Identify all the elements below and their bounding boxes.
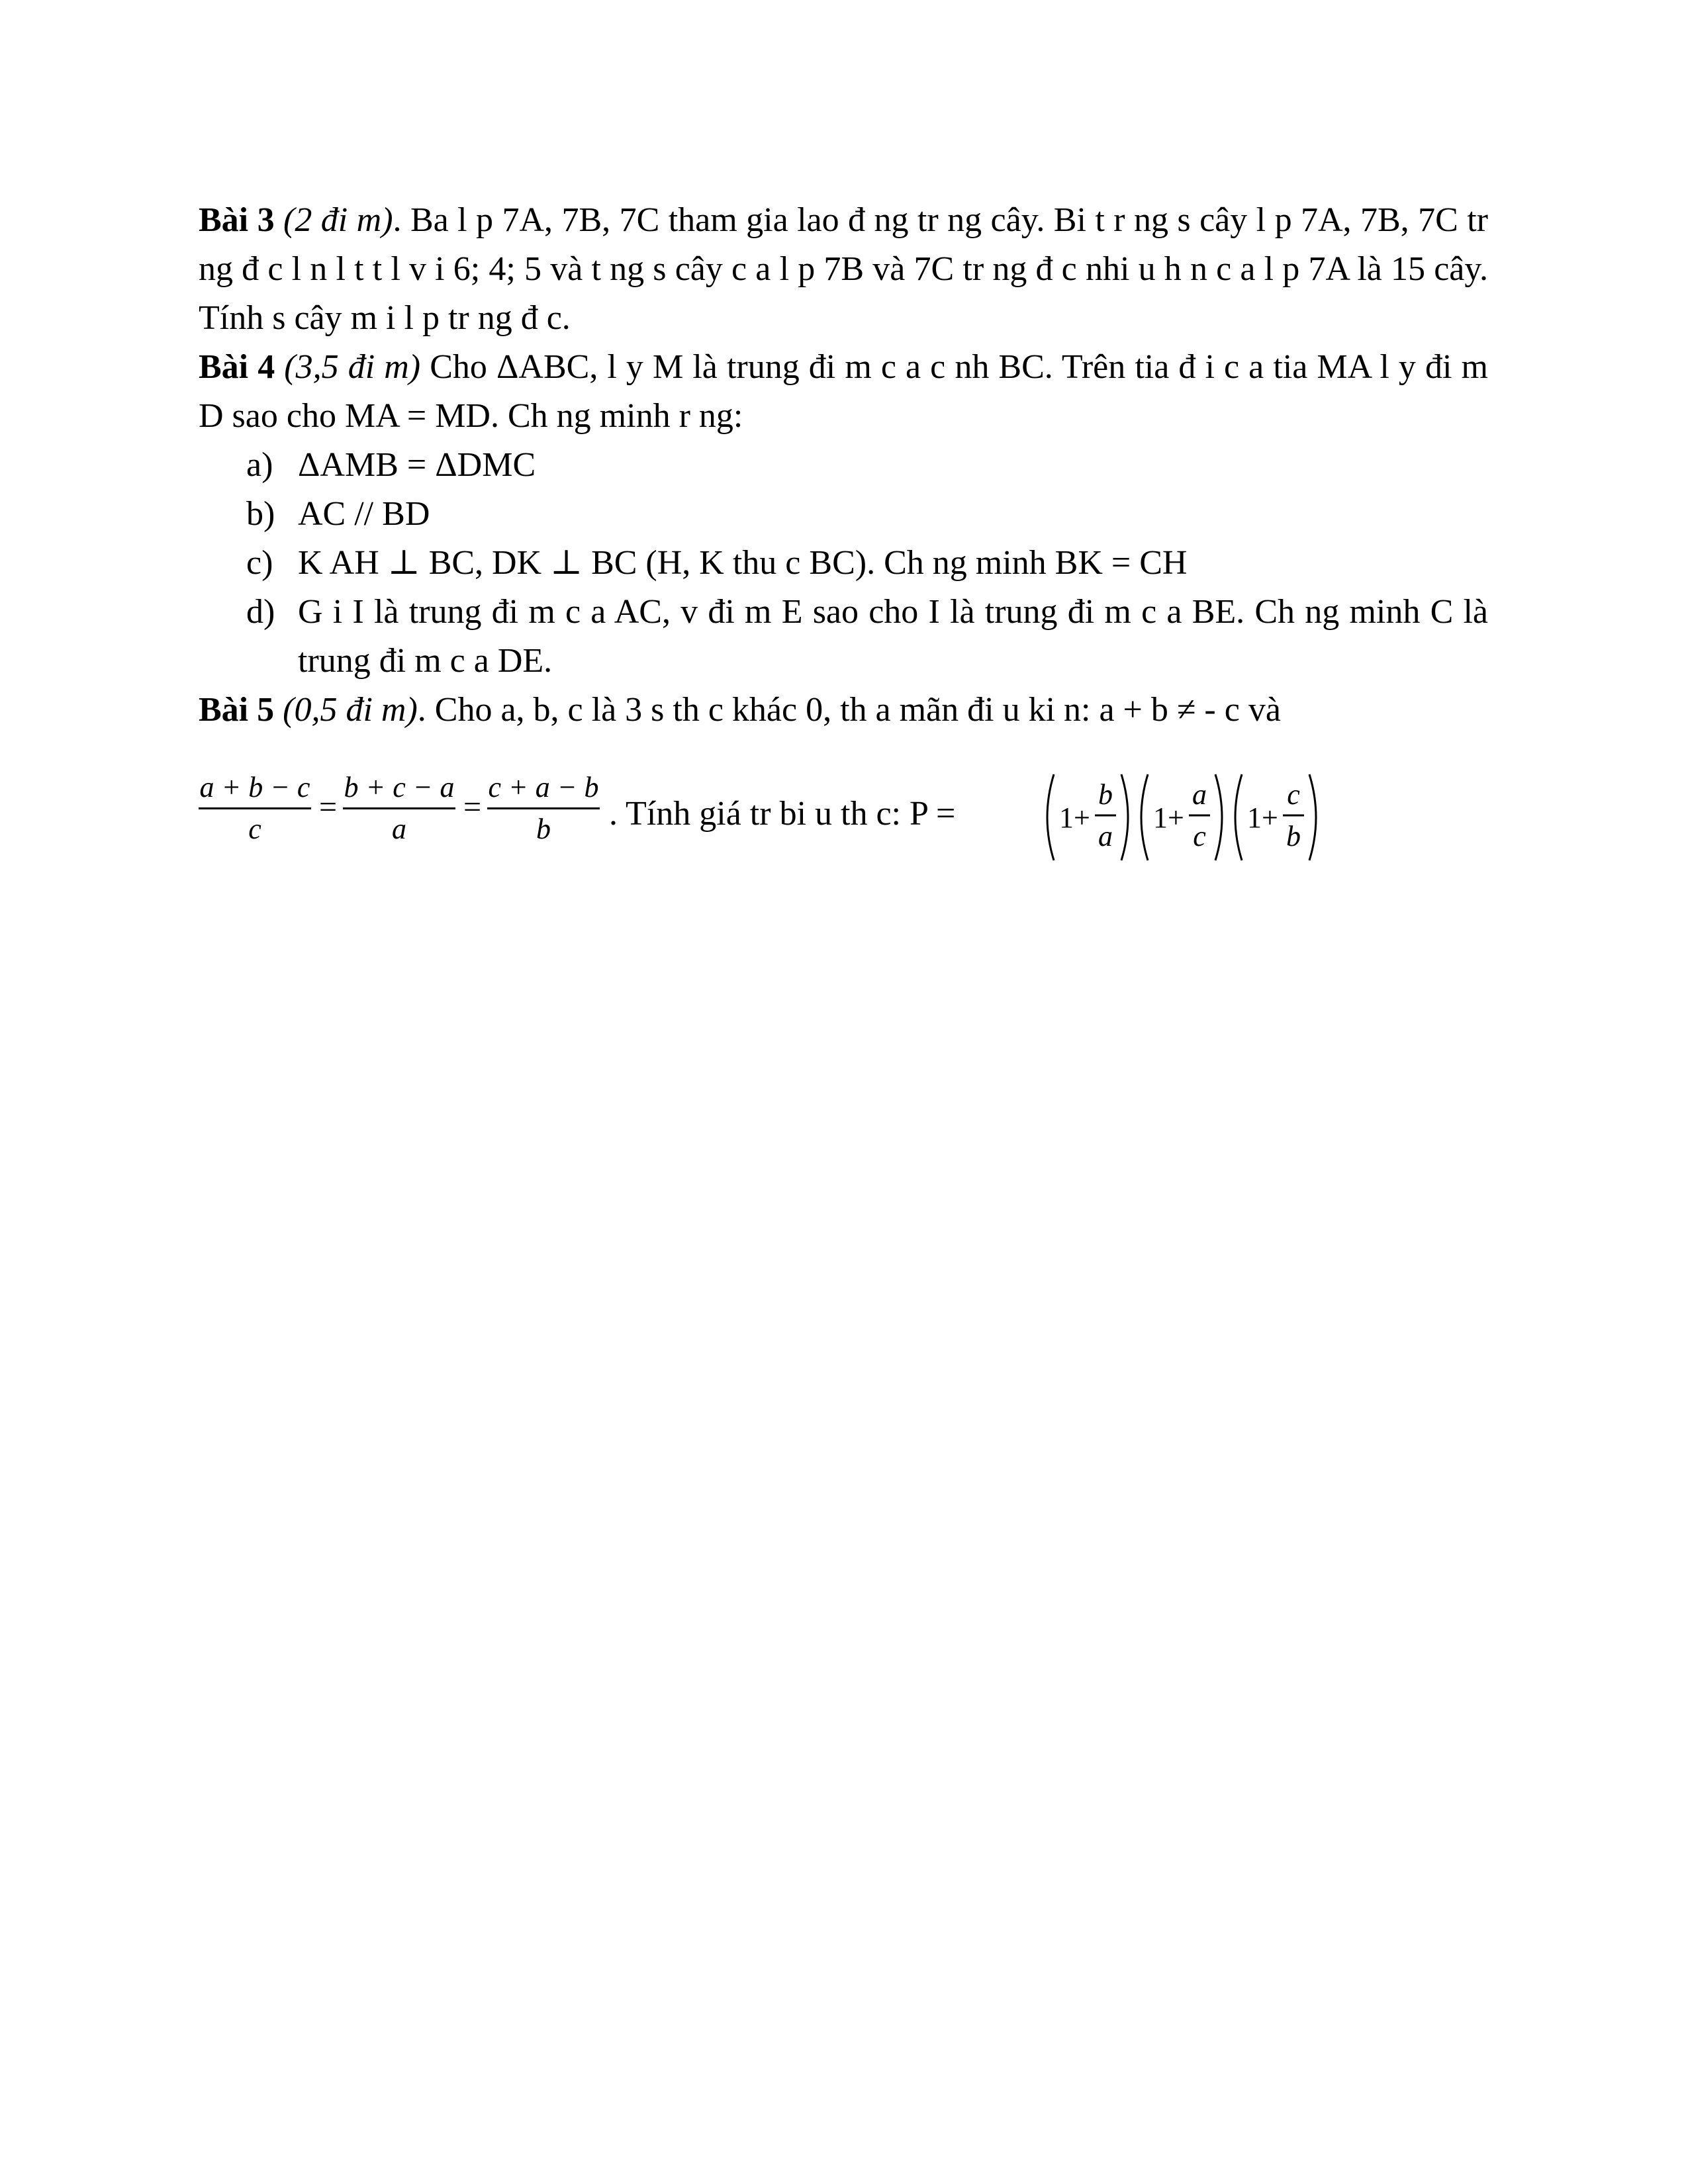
factor-3 (1235, 774, 1316, 860)
part-b (199, 490, 1488, 539)
exercise-4-label: Bài 4 (199, 348, 275, 386)
exercise-4-text: Cho ΔABC, l y M là trung đi m c a c nh BC. Trên tia đ i c a tia MA l y đi m D sao cho MA = MD. Ch ng minh r ng: (199, 348, 1488, 435)
part-text: AC // BD (298, 495, 430, 533)
fraction-denominator: b (536, 813, 551, 845)
exercise-4-score: (3,5 đi m) (275, 348, 421, 386)
fraction-denominator: c (248, 813, 261, 845)
right-paren (1309, 774, 1316, 860)
exercise-3-label: Bài 3 (199, 201, 275, 239)
part-text: ΔAMB = ΔDMC (298, 446, 536, 484)
part-a (199, 441, 1488, 490)
exercise-3 (199, 196, 1488, 343)
part-text: G i I là trung đi m c a AC, v đi m E sao cho I là trung đi m c a BE. Ch ng minh C là trung đi m c a DE. (298, 593, 1488, 680)
left-paren (1047, 774, 1054, 860)
left-paren (1141, 774, 1148, 860)
exercise-5-label: Bài 5 (199, 691, 275, 729)
factor-one: 1+ (1247, 801, 1278, 834)
factor-denominator: a (1098, 820, 1113, 852)
exercise-4 (199, 343, 1488, 441)
fraction-numerator: a + b − c (199, 771, 310, 803)
factor-one: 1+ (1059, 801, 1090, 834)
product-expression (1039, 768, 1324, 867)
factor-one: 1+ (1153, 801, 1184, 834)
exercise-4-parts (199, 441, 1488, 686)
exercise-content (199, 196, 1488, 735)
part-letter: a) (246, 446, 273, 484)
factor-numerator: a (1192, 778, 1207, 811)
equals-sign: = (463, 790, 482, 825)
exercise-5 (199, 686, 1488, 735)
fraction-numerator: b + c − a (344, 771, 455, 803)
fraction-numerator: c + a − b (488, 771, 599, 803)
part-text: K AH ⊥ BC, DK ⊥ BC (H, K thu c BC). Ch ng minh BK = CH (298, 544, 1188, 582)
factor-numerator: b (1098, 778, 1113, 811)
equals-sign: = (319, 790, 338, 825)
factor-1 (1047, 774, 1128, 860)
factor-denominator: b (1286, 820, 1301, 852)
formula-line (199, 768, 1488, 867)
part-letter: c) (246, 544, 273, 582)
exercise-5-score: (0,5 đi m) (274, 691, 418, 729)
part-letter: b) (246, 495, 275, 533)
part-letter: d) (246, 593, 275, 631)
fraction-3 (487, 768, 600, 849)
fraction-denominator: a (392, 813, 406, 845)
part-d (199, 588, 1488, 686)
exercise-5-text: . Cho a, b, c là 3 s th c khác 0, th a mãn đi u ki n: a + b ≠ - c và (417, 691, 1281, 729)
factor-denominator: c (1193, 820, 1206, 852)
formula-tail-text: . Tính giá tr bi u th c: P = (609, 795, 956, 833)
factor-2 (1141, 774, 1222, 860)
exercise-3-text: . Ba l p 7A, 7B, 7C tham gia lao đ ng tr ng cây. Bi t r ng s cây l p 7A, 7B, 7C tr ng đ c l n l t t l v i 6; 4; 5 và t ng s cây c a l p 7B và 7C tr ng đ c nhi u h n c a l p 7A là 15 cây. Tính s cây m i l p tr ng đ c. (199, 201, 1488, 337)
part-c (199, 539, 1488, 588)
fraction-1 (199, 768, 311, 849)
factor-numerator: c (1287, 778, 1300, 811)
right-paren (1215, 774, 1222, 860)
right-paren (1121, 774, 1128, 860)
fraction-2 (343, 768, 455, 849)
exercise-3-score: (2 đi m) (274, 201, 393, 239)
left-paren (1235, 774, 1242, 860)
